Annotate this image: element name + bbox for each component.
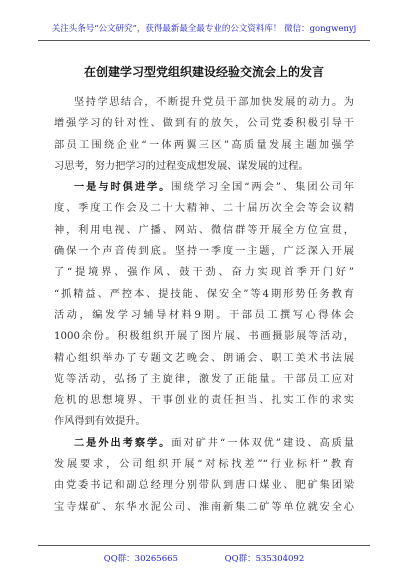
body-line: [54, 390, 354, 411]
body-line: [54, 369, 354, 390]
body-text: 活动，编发学习辅导材料9期。干部员工撰写心得体会: [54, 309, 354, 321]
body-text: 增强学习的针对性、做到有的放矢，公司党委积极引导干: [54, 118, 354, 130]
body-text: 发展要求，公司组织开展“对标找差”“行业标杆”教育: [54, 459, 354, 471]
body-text: 精心组织举办了专题文艺晚会、朗诵会、职工美术书法展: [54, 352, 354, 364]
body-line: [54, 220, 354, 241]
body-line: [54, 348, 354, 369]
body-line: [54, 475, 354, 496]
body-line: [54, 305, 354, 326]
header-banner: 关注头条号“公文研究”，获得最新最全最专业的公文资料库！ 微信：gongwenyj: [51, 24, 357, 34]
body-text: 宝寺煤矿、东华水泥公司、淮南新集二矿等单位就安全心: [54, 501, 354, 513]
body-text: 习思考，努力把学习的过程变成想发展、谋发展的过程。: [54, 160, 309, 172]
body-text: 作风得到有效提升。: [54, 416, 146, 428]
body-text: 了“提境界、强作风、鼓干劲、奋力实现首季开门好”: [54, 267, 354, 279]
document-title: 在创建学习型党组织建设经验交流会上的发言: [83, 65, 324, 79]
footer-qq-group-2: QQ群：535304092: [224, 554, 305, 564]
body-text: 度、季度工作会及二十大精神、二十届历次全会等会议精: [54, 203, 354, 215]
body-text: 围绕学习全国“两会”、集团公司年: [171, 182, 354, 194]
body-text: 部员工围绕企业“一体两翼三区”高质量发展主题加强学: [54, 139, 354, 151]
body-text: 览等活动，弘扬了主旋律，激发了正能量。干部员工应对: [54, 373, 354, 385]
footer: [0, 552, 408, 564]
body-text: 神，利用电视、广播、网站、微信群等开展全方位宣贯，: [54, 224, 354, 236]
body-text: 坚持学思结合，不断提升党员干部加快发展的动力。为: [74, 97, 354, 108]
body-line: [54, 135, 354, 156]
footer-qq-group-1: QQ群：30265665: [103, 554, 178, 564]
body-line: [54, 497, 354, 518]
body-line: [54, 92, 354, 113]
document-body: [54, 92, 354, 518]
header-divider: [38, 40, 370, 41]
body-line: [54, 454, 354, 475]
body-line: [54, 326, 354, 347]
body-text: 面对矿井“一体双优”建设、高质量: [171, 437, 354, 449]
body-line: [54, 433, 354, 454]
body-line: [54, 241, 354, 262]
body-line: [54, 262, 354, 283]
body-line: [54, 198, 354, 219]
section-lead: 二是外出考察学。: [74, 437, 172, 449]
body-line: [54, 113, 354, 134]
body-line: [54, 284, 354, 305]
body-text: “抓精益、严控本、提技能、保安全”等4期形势任务教育: [54, 288, 354, 300]
body-text: 危机的思想境界、干事创业的责任担当、扎实工作的求实: [54, 395, 354, 407]
body-line: [54, 411, 354, 432]
body-text: 1000余份。积极组织开展了图片展、书画摄影展等活动，: [54, 331, 354, 343]
section-lead: 一是与时俱进学。: [74, 182, 172, 194]
body-line: [54, 156, 354, 177]
body-text: 确保一个声音传到底。坚持一季度一主题，广泛深入开展: [54, 246, 354, 258]
body-text: 由党委书记和副总经理分别带队到唐口煤业、肥矿集团梁: [54, 480, 354, 492]
footer-divider: [38, 545, 370, 546]
body-line: [54, 177, 354, 198]
